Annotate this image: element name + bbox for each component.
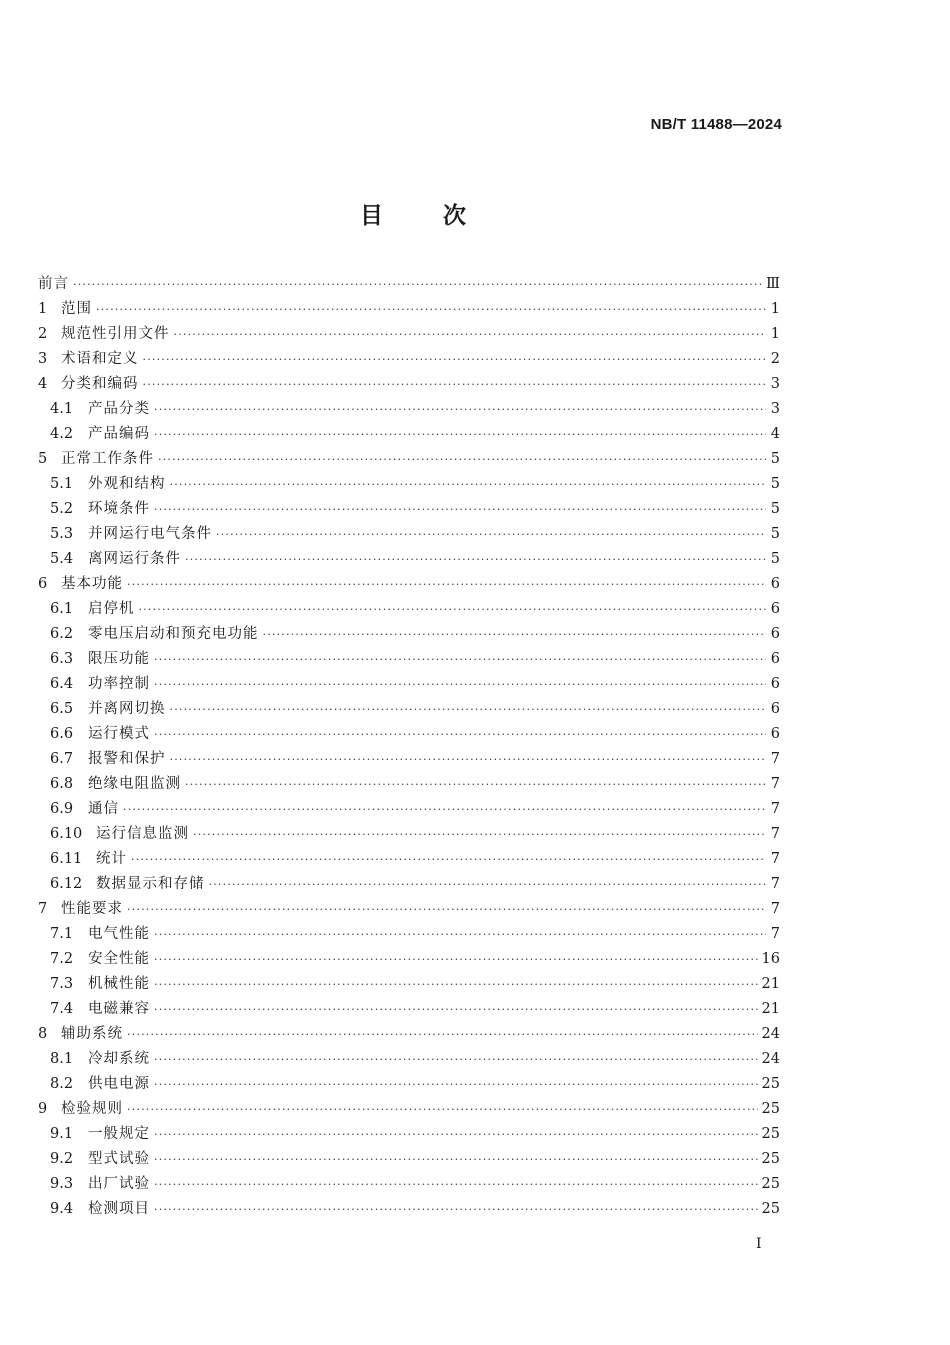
dot-leader [154,922,766,947]
standard-code: NB/T 11488—2024 [650,116,782,133]
toc-entry-page: 1 [770,301,780,317]
dot-leader [154,1147,758,1172]
toc-entry-page: 6 [770,626,780,642]
toc-entry[interactable] [38,997,780,1022]
toc-entry-page: 7 [770,751,780,767]
toc-entry-number: 9.4 [50,1201,74,1217]
toc-entry-page: 6 [770,726,780,742]
toc-entry-number: 6.4 [50,676,74,692]
dot-leader [174,322,767,347]
toc-entry-number: 6.12 [50,876,83,892]
toc-entry[interactable] [38,547,780,572]
toc-entry-number: 7.2 [50,951,74,967]
toc-entry-page: 25 [761,1101,780,1117]
toc-entry[interactable] [38,897,780,922]
toc-entry[interactable] [38,1122,780,1147]
toc-entry-number: 6.10 [50,826,83,842]
toc-entry-page: 25 [761,1176,780,1192]
toc-entry-label: 通信 [88,801,119,817]
toc-entry-label: 零电压启动和预充电功能 [88,626,259,642]
toc-entry-number: 6.11 [50,851,83,867]
toc-entry-page: 6 [770,651,780,667]
page-number: Ⅰ [756,1236,762,1252]
toc-entry-label: 绝缘电阻监测 [88,776,181,792]
toc-entry[interactable] [38,822,780,847]
toc-entry-number: 3 [38,351,48,367]
toc-entry-number: 6.8 [50,776,74,792]
toc-entry[interactable] [38,447,780,472]
dot-leader [154,997,758,1022]
toc-entry[interactable] [38,697,780,722]
toc-entry[interactable] [38,847,780,872]
toc-entry-number: 4 [38,376,48,392]
dot-leader [154,672,766,697]
dot-leader [263,622,767,647]
toc-entry-page: 3 [770,401,780,417]
toc-entry[interactable] [38,1172,780,1197]
toc-entry[interactable] [38,1097,780,1122]
toc-entry-label: 出厂试验 [88,1176,150,1192]
toc-entry[interactable] [38,1072,780,1097]
toc-entry-label: 范围 [61,301,92,317]
toc-entry-label: 分类和编码 [61,376,139,392]
toc-entry[interactable] [38,597,780,622]
toc-entry-number: 6.2 [50,626,74,642]
toc-entry-page: 25 [761,1076,780,1092]
toc-entry[interactable] [38,647,780,672]
toc-entry[interactable] [38,922,780,947]
dot-leader [96,297,766,322]
dot-leader [170,472,767,497]
toc-entry-number: 6 [38,576,48,592]
toc-entry-label: 冷却系统 [88,1051,150,1067]
dot-leader [131,847,766,872]
toc-entry-page: 21 [761,1001,780,1017]
toc-entry[interactable] [38,472,780,497]
toc-entry[interactable] [38,322,780,347]
dot-leader [127,1097,758,1122]
toc-entry-page: 25 [761,1126,780,1142]
dot-leader [127,1022,758,1047]
toc-entry-label: 产品分类 [88,401,150,417]
dot-leader [154,647,766,672]
toc-entry-page: 6 [770,676,780,692]
toc-entry-page: 4 [770,426,780,442]
toc-entry[interactable] [38,397,780,422]
toc-entry-label: 电磁兼容 [88,1001,150,1017]
toc-entry-number: 7 [38,901,48,917]
toc-entry-page: 21 [761,976,780,992]
dot-leader [170,747,767,772]
dot-leader [193,822,766,847]
toc-entry[interactable] [38,272,780,297]
toc-entry-number: 6.3 [50,651,74,667]
toc-entry-number: 2 [38,326,48,342]
toc-entry-page: 6 [770,601,780,617]
toc-entry-label: 报警和保护 [88,751,166,767]
toc-entry-label: 正常工作条件 [61,451,154,467]
toc-entry-number: 7.4 [50,1001,74,1017]
toc-entry[interactable] [38,797,780,822]
dot-leader [154,497,766,522]
toc-entry[interactable] [38,747,780,772]
toc-entry-label: 并离网切换 [88,701,166,717]
toc-entry-page: 5 [770,476,780,492]
toc-entry[interactable] [38,1047,780,1072]
toc-entry-page: 5 [770,451,780,467]
toc-entry-number: 6.7 [50,751,74,767]
table-of-contents [38,272,780,1222]
toc-entry-label: 供电电源 [88,1076,150,1092]
toc-entry-label: 前言 [38,276,69,292]
toc-entry-label: 运行模式 [88,726,150,742]
toc-entry[interactable] [38,522,780,547]
toc-entry-page: 5 [770,551,780,567]
toc-entry[interactable] [38,1022,780,1047]
toc-entry[interactable] [38,772,780,797]
toc-entry-label: 环境条件 [88,501,150,517]
toc-entry-label: 产品编码 [88,426,150,442]
toc-entry-number: 5 [38,451,48,467]
toc-entry-label: 检测项目 [88,1201,150,1217]
toc-entry-number: 4.2 [50,426,74,442]
toc-entry-label: 机械性能 [88,976,150,992]
toc-entry-label: 一般规定 [88,1126,150,1142]
toc-entry-label: 检验规则 [61,1101,123,1117]
dot-leader [127,572,766,597]
toc-entry-label: 外观和结构 [88,476,166,492]
toc-entry-page: 6 [770,576,780,592]
dot-leader [154,1197,758,1222]
dot-leader [185,547,766,572]
toc-entry-number: 7.1 [50,926,74,942]
toc-entry[interactable] [38,297,780,322]
dot-leader [158,447,766,472]
dot-leader [127,897,766,922]
toc-entry-number: 5.3 [50,526,74,542]
toc-entry-label: 辅助系统 [61,1026,123,1042]
toc-entry-number: 7.3 [50,976,74,992]
toc-entry-number: 6.9 [50,801,74,817]
toc-entry-number: 6.5 [50,701,74,717]
dot-leader [143,372,767,397]
dot-leader [154,947,758,972]
toc-entry-label: 限压功能 [88,651,150,667]
toc-entry-page: 7 [770,826,780,842]
dot-leader [154,1047,758,1072]
toc-entry-label: 启停机 [88,601,135,617]
toc-entry-number: 8.1 [50,1051,74,1067]
toc-entry-page: 7 [770,776,780,792]
toc-entry-number: 1 [38,301,48,317]
toc-entry-page: 16 [761,951,780,967]
toc-entry-label: 安全性能 [88,951,150,967]
toc-entry-number: 5.2 [50,501,74,517]
toc-entry-number: 9.1 [50,1126,74,1142]
toc-entry[interactable] [38,1147,780,1172]
dot-leader [154,722,766,747]
toc-entry-label: 并网运行电气条件 [88,526,212,542]
toc-entry-page: 25 [761,1151,780,1167]
toc-entry-label: 型式试验 [88,1151,150,1167]
toc-entry[interactable] [38,372,780,397]
toc-entry[interactable] [38,947,780,972]
toc-entry-page: 7 [770,926,780,942]
toc-entry-label: 运行信息监测 [96,826,189,842]
toc-entry-label: 规范性引用文件 [61,326,170,342]
dot-leader [170,697,767,722]
toc-entry-page: 7 [770,876,780,892]
toc-entry-number: 9.2 [50,1151,74,1167]
toc-entry[interactable] [38,422,780,447]
toc-entry[interactable] [38,497,780,522]
toc-entry-number: 9.3 [50,1176,74,1192]
toc-entry-label: 数据显示和存储 [96,876,205,892]
toc-entry-page: 1 [770,326,780,342]
toc-entry[interactable] [38,347,780,372]
toc-entry-number: 4.1 [50,401,74,417]
dot-leader [143,347,767,372]
dot-leader [154,397,766,422]
toc-entry[interactable] [38,722,780,747]
toc-entry-number: 5.4 [50,551,74,567]
dot-leader [154,1172,758,1197]
toc-entry[interactable] [38,972,780,997]
dot-leader [139,597,767,622]
toc-entry-page: 24 [761,1026,780,1042]
toc-entry-page: 7 [770,801,780,817]
dot-leader [154,1072,758,1097]
dot-leader [209,872,767,897]
toc-entry-label: 性能要求 [61,901,123,917]
dot-leader [154,422,766,447]
toc-entry-number: 8 [38,1026,48,1042]
toc-entry-label: 术语和定义 [61,351,139,367]
toc-entry-page: 7 [770,851,780,867]
toc-entry-label: 离网运行条件 [88,551,181,567]
toc-entry-page: 5 [770,526,780,542]
toc-entry-number: 8.2 [50,1076,74,1092]
toc-entry-number: 6.6 [50,726,74,742]
toc-entry-number: 9 [38,1101,48,1117]
dot-leader [154,972,758,997]
toc-entry-number: 6.1 [50,601,74,617]
dot-leader [123,797,766,822]
toc-entry-page: 24 [761,1051,780,1067]
toc-entry[interactable] [38,1197,780,1222]
page-title: 目 次 [359,203,466,229]
dot-leader [154,1122,758,1147]
toc-entry-page: 7 [770,901,780,917]
toc-entry-page: Ⅲ [766,276,780,292]
toc-entry-label: 功率控制 [88,676,150,692]
toc-entry-label: 电气性能 [88,926,150,942]
dot-leader [216,522,766,547]
toc-entry[interactable] [38,622,780,647]
toc-entry[interactable] [38,672,780,697]
toc-entry-label: 统计 [96,851,127,867]
toc-entry-number: 5.1 [50,476,74,492]
toc-entry[interactable] [38,872,780,897]
dot-leader [73,272,762,297]
toc-entry[interactable] [38,572,780,597]
toc-entry-label: 基本功能 [61,576,123,592]
toc-entry-page: 2 [770,351,780,367]
toc-entry-page: 5 [770,501,780,517]
dot-leader [185,772,766,797]
toc-entry-page: 25 [761,1201,780,1217]
toc-entry-page: 3 [770,376,780,392]
toc-entry-page: 6 [770,701,780,717]
